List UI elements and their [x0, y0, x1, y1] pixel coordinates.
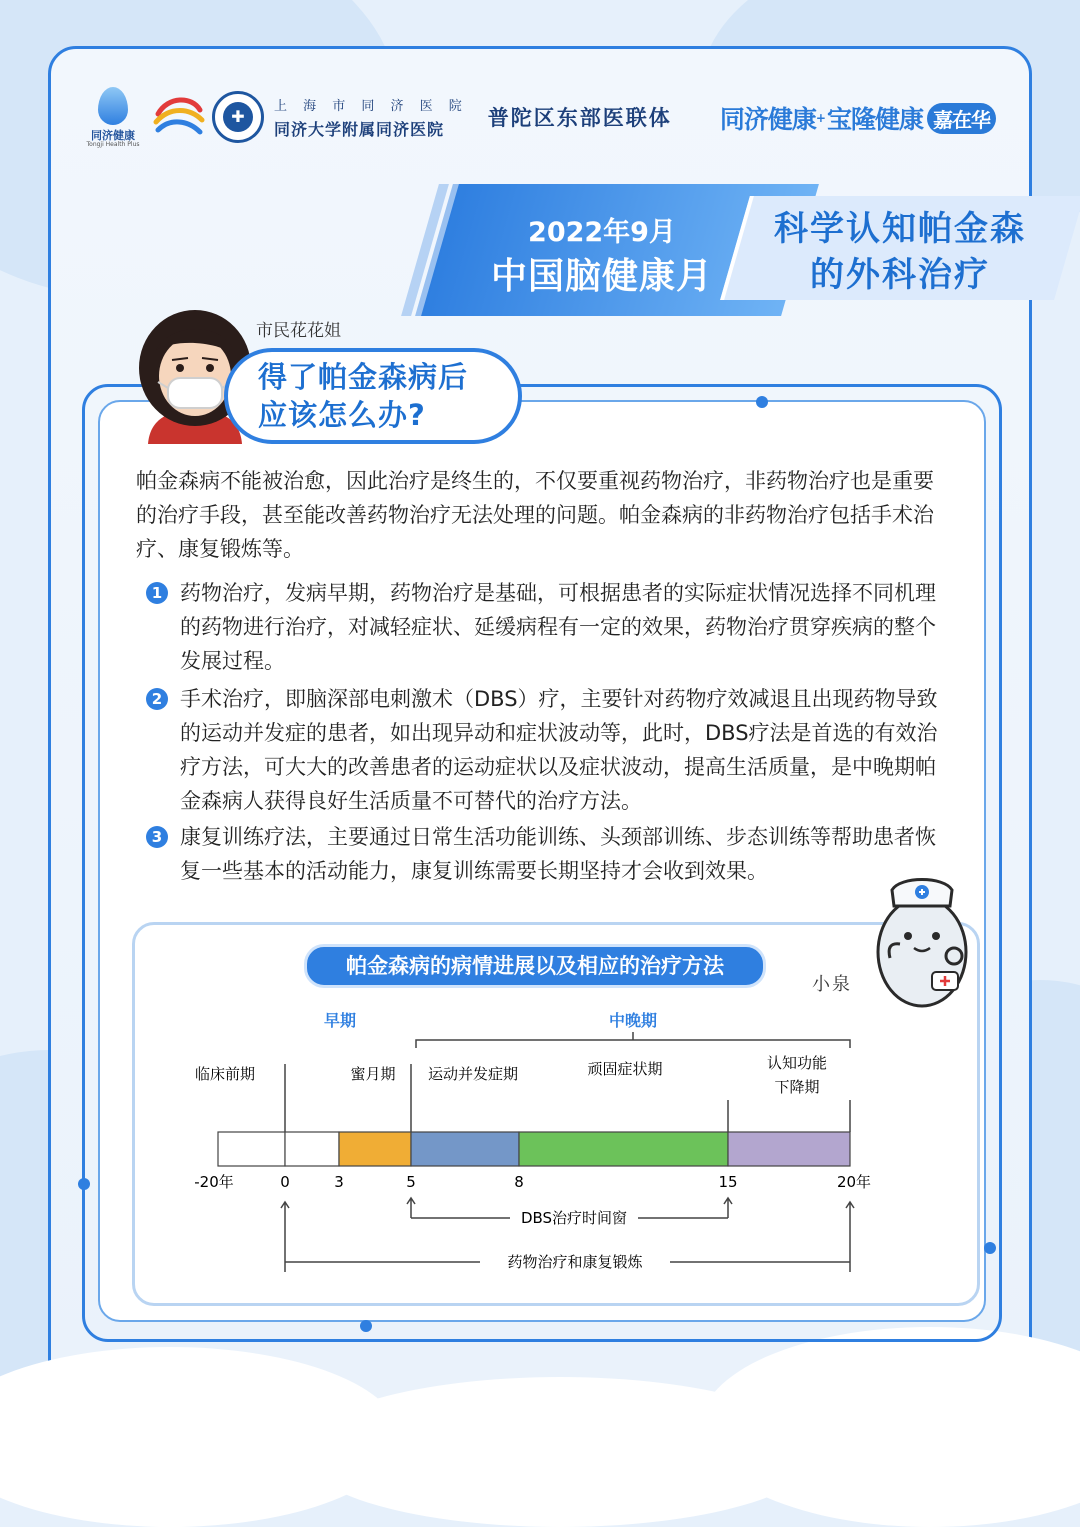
consortium-name: 普陀区东部医联体: [487, 105, 672, 130]
frame-dot: [360, 1320, 372, 1332]
segment-early-blank: [285, 1132, 339, 1166]
list-item-text: 手术治疗，即脑深部电刺激术（DBS）疗，主要针对药物疗效减退且出现药物导致的运动并发症的患者，如出现异动和症状波动等，此时，DBS疗法是首选的有效治疗方法，可大大的改善患者的运动症状以及症状波动，提高生活质量，是中晚期帕金森病人获得良好生活质量不可替代的治疗方法。: [180, 687, 938, 813]
brand-plus-sign: +: [815, 111, 825, 125]
question-line2: 应该怎么办?: [258, 398, 426, 432]
tick-label: 20年: [836, 1173, 872, 1191]
header-logos: [80, 82, 672, 152]
hospital-seal-icon: ✚: [212, 91, 264, 143]
segment-cognitive-decline: [728, 1132, 850, 1166]
speaker-name: 市民花花姐: [256, 321, 341, 341]
question-text: [258, 358, 468, 434]
banner-subtitle-line1: 科学认知帕金森: [774, 209, 1026, 249]
segment-motor-complications: [411, 1132, 519, 1166]
logo-subtext: Tongji Health Plus: [86, 141, 140, 148]
diagram-title: 帕金森病的病情进展以及相应的治疗方法: [304, 944, 766, 988]
brand-right: [720, 100, 996, 136]
drug-rehab-label: 药物治疗和康复锻炼: [507, 1253, 643, 1271]
stage-label-cognitive-line2: 下降期: [774, 1078, 820, 1096]
mascot-name: 小泉: [812, 974, 852, 995]
banner-title: 中国脑健康月: [490, 256, 713, 297]
logo-text: 同济健康: [91, 129, 135, 142]
hospital-names: [274, 95, 468, 140]
list-item: [146, 682, 948, 818]
list-item-text: 康复训练疗法，主要通过日常生活功能训练、头颈部训练、步态训练等帮助患者恢复一些基本的活动能力，康复训练需要长期坚持才会收到效果。: [180, 825, 936, 883]
stage-label-motor: 运动并发症期: [427, 1065, 519, 1083]
timeline-diagram: [180, 1000, 900, 1300]
segment-refractory: [519, 1132, 728, 1166]
brand-tongji-health: 同济健康: [719, 105, 816, 134]
brand-pill: 嘉在华: [927, 103, 996, 134]
number-badge: 1: [146, 582, 168, 604]
tick-label: 0: [280, 1173, 290, 1191]
tick-label: 5: [406, 1173, 416, 1191]
xiaoquan-mascot-icon: [860, 872, 980, 1012]
frame-dot: [984, 1242, 996, 1254]
banner-subtitle-line2: 的外科治疗: [810, 255, 990, 295]
tick-label: 3: [334, 1173, 344, 1191]
group-label-midlate: 中晚期: [608, 1011, 658, 1030]
segment-honeymoon: [339, 1132, 411, 1166]
hospital-name-line1: 上 海 市 同 济 医 院: [274, 98, 468, 114]
tick-label: 8: [514, 1173, 524, 1191]
dbs-window: [407, 1198, 732, 1227]
group-label-early: 早期: [323, 1011, 357, 1030]
timeline-ticks: [194, 1173, 871, 1191]
frame-dot: [756, 396, 768, 408]
swirl-logo-icon: [152, 92, 206, 142]
number-badge: 3: [146, 826, 168, 848]
brand-baolong-health: 宝隆健康: [826, 105, 923, 134]
list-item: [146, 820, 948, 888]
midlate-bracket: [416, 1032, 850, 1048]
question-line1: 得了帕金森病后: [258, 360, 469, 394]
number-badge: 2: [146, 688, 168, 710]
banner-subtitle: [760, 206, 1040, 298]
stage-label-refractory: 顽固症状期: [587, 1060, 663, 1078]
water-drop-icon: [98, 87, 128, 125]
list-item: [146, 576, 948, 678]
stage-label-preclinical: 临床前期: [194, 1065, 256, 1083]
hospital-name-line2: 同济大学附属同济医院: [274, 119, 445, 139]
dbs-window-label: DBS治疗时间窗: [520, 1209, 628, 1227]
list-item-text: 药物治疗，发病早期，药物治疗是基础，可根据患者的实际症状情况选择不同机理的药物进行治疗，对减轻症状、延缓病程有一定的效果，药物治疗贯穿疾病的整个发展过程。: [180, 581, 936, 673]
frame-dot: [78, 1178, 90, 1190]
stage-label-cognitive-line1: 认知功能: [766, 1054, 828, 1072]
tick-label: -20年: [194, 1173, 234, 1191]
stage-bar: [218, 1132, 850, 1166]
tongji-health-plus-logo: [80, 85, 144, 149]
banner-date: 2022年9月: [528, 217, 676, 248]
stage-label-honeymoon: 蜜月期: [350, 1065, 396, 1083]
intro-paragraph: 帕金森病不能被治愈，因此治疗是终生的，不仅要重视药物治疗，非药物治疗也是重要的治疗手段，甚至能改善药物治疗无法处理的问题。帕金森病的非药物治疗包括手术治疗、康复锻炼等。: [136, 469, 934, 561]
tick-label: 15: [718, 1173, 738, 1191]
segment-preclinical: [218, 1132, 285, 1166]
